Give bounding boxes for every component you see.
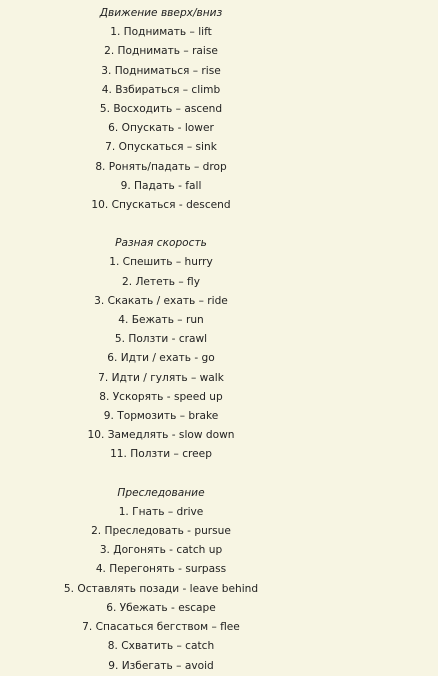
list-item: 2. Преследовать - pursue — [91, 525, 231, 538]
section-heading: Движение вверх/вниз — [99, 7, 223, 19]
list-item: 7. Спасаться бегством – flee — [82, 621, 240, 634]
list-item: 4. Перегонять - surpass — [95, 563, 227, 576]
list-item: 5. Восходить – ascend — [99, 103, 223, 116]
list-item: 9. Падать - fall — [120, 179, 202, 192]
list-item: 5. Оставлять позади - leave behind — [63, 582, 259, 595]
section-heading: Разная скорость — [115, 237, 207, 250]
list-item: 10. Замедлять - slow down — [87, 429, 235, 442]
list-item: 11. Ползти – creep — [110, 448, 212, 461]
section-heading: Преследование — [117, 486, 205, 499]
list-item: 4. Бежать – run — [118, 314, 204, 327]
list-item: 3. Подниматься – rise — [101, 64, 221, 77]
list-item: 7. Идти / гулять – walk — [98, 371, 224, 384]
list-item: 9. Избегать – avoid — [108, 659, 214, 672]
word-list — [0, 503, 322, 676]
section-pursuit — [0, 484, 322, 676]
list-item: 4. Взбираться – climb — [101, 83, 221, 96]
list-item: 6. Идти / ехать - go — [107, 352, 215, 365]
list-item: 3. Скакать / ехать – ride — [94, 294, 228, 307]
section-different-speed — [0, 234, 322, 464]
list-item: 2. Лететь – fly — [121, 275, 201, 288]
list-item: 2. Поднимать – raise — [104, 45, 218, 58]
list-item: 10. Спускаться - descend — [91, 199, 231, 212]
list-item: 7. Опускаться – sink — [105, 141, 217, 154]
list-item: 1. Поднимать – lift — [110, 26, 212, 39]
section-vertical-movement — [0, 4, 322, 215]
section-spacer — [0, 465, 322, 484]
word-list-column — [0, 4, 322, 676]
list-item: 1. Спешить – hurry — [109, 256, 213, 269]
list-item: 6. Опускать - lower — [108, 122, 214, 135]
list-item: 1. Гнать – drive — [118, 505, 204, 518]
list-item: 6. Убежать - escape — [106, 601, 216, 614]
section-spacer — [0, 215, 322, 234]
list-item: 5. Ползти - crawl — [114, 333, 208, 346]
list-item: 8. Ронять/падать – drop — [95, 160, 227, 173]
word-list — [0, 253, 322, 464]
list-item: 3. Догонять - catch up — [99, 544, 223, 557]
word-list — [0, 23, 322, 215]
list-item: 8. Ускорять - speed up — [99, 390, 223, 403]
list-item: 9. Тормозить – brake — [103, 410, 219, 423]
list-item: 8. Схватить – catch — [107, 640, 215, 653]
